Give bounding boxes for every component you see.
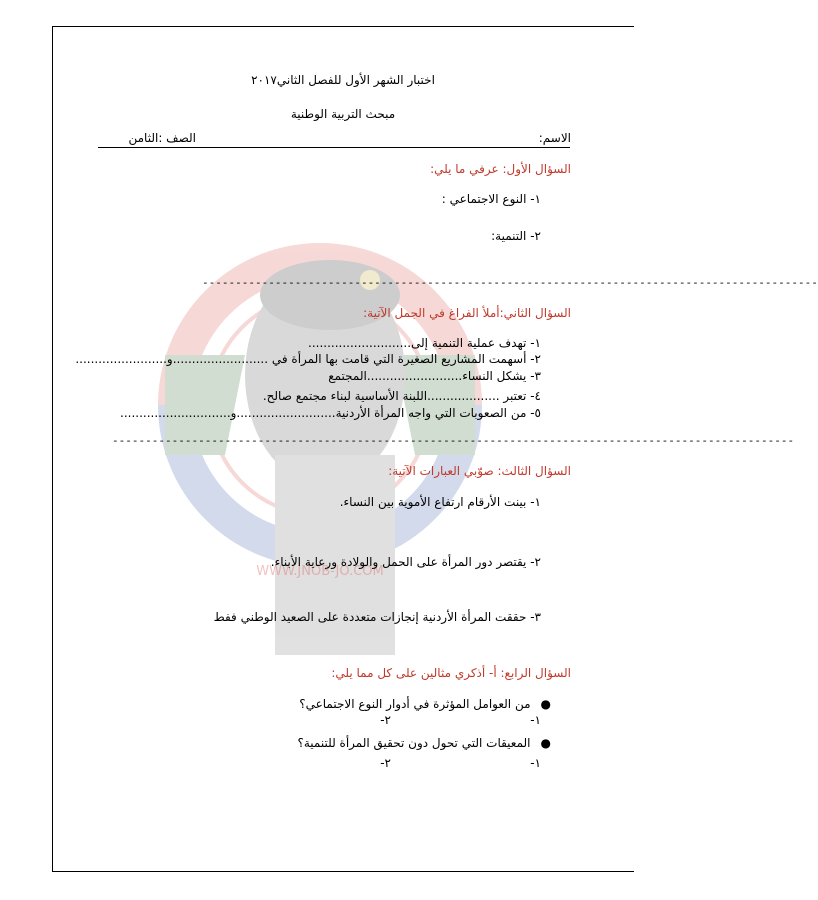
q2-item-2: ٢- أسهمت المشاريع الصغيرة التي قامت بها المرأة في .........................و........................ xyxy=(75,352,541,366)
separator-2: ------------------------------------------------------------------------------------------------------- xyxy=(112,434,795,447)
bullet-icon: ● xyxy=(540,736,551,750)
name-label: الاسم: xyxy=(538,131,571,145)
q2-title: السؤال الثاني:أملأ الفراغ في الجمل الآتية: xyxy=(363,306,571,320)
q3-item-1: ١- بينت الأرقام ارتفاع الأموية بين النساء. xyxy=(339,495,541,509)
q2-item-4: ٤- تعتبر ...................اللبنة الأساسية لبناء مجتمع صالح. xyxy=(262,389,541,403)
bullet-icon: ● xyxy=(540,697,551,711)
q3-item-3: ٣- حققت المرأة الأردنية إنجازات متعددة على الصعيد الوطني ففط xyxy=(213,610,541,624)
q4-b1-answer-2: ٢- xyxy=(380,713,391,727)
q4-bullet-2-text: المعيقات التي تحول دون تحقيق المرأة للتنمية؟ xyxy=(297,736,531,750)
q2-item-3: ٣- يشكل النساء.........................المجتمع xyxy=(328,369,541,383)
q4-bullet-2 xyxy=(298,736,552,750)
class-label: الصف :الثامن xyxy=(128,131,196,145)
q4-b2-answer-1: ١- xyxy=(530,756,541,770)
q2-item-5: ٥- من الصعوبات التي واجه المرأة الأردنية..........................و............................. xyxy=(120,406,541,420)
q1-item-1: ١- النوع الاجتماعي : xyxy=(441,192,541,206)
exam-title: اختبار الشهر الأول للفصل الثاني٢٠١٧ xyxy=(251,73,435,87)
q1-item-2: ٢- التنمية: xyxy=(491,229,541,243)
q3-item-2: ٢- يقتصر دور المرأة على الحمل والولادة ورعاية الأبناء. xyxy=(270,555,541,569)
q4-bullet-1 xyxy=(299,697,551,711)
q2-item-1: ١- تهدف عملية التنمية إلى........................... xyxy=(308,336,541,350)
separator-1: --------------------------------------------------------------------------------------------- xyxy=(202,276,818,289)
q4-title: السؤال الرابع: أ- أذكري مثالين على كل مما يلي: xyxy=(331,666,571,680)
subject-title: مبحث التربية الوطنية xyxy=(290,107,396,121)
q4-b1-answer-1: ١- xyxy=(530,713,541,727)
q3-title: السؤال الثالث: صوّبي العبارات الآتية: xyxy=(388,464,571,478)
q4-b2-answer-2: ٢- xyxy=(380,756,391,770)
q1-title: السؤال الأول: عرفي ما يلي: xyxy=(430,162,571,176)
watermark-url: WWW.JNOB-JO.COM xyxy=(256,564,384,579)
q4-bullet-1-text: من العوامل المؤثرة في أدوار النوع الاجتماعي؟ xyxy=(299,697,531,711)
header-rule xyxy=(98,147,570,148)
